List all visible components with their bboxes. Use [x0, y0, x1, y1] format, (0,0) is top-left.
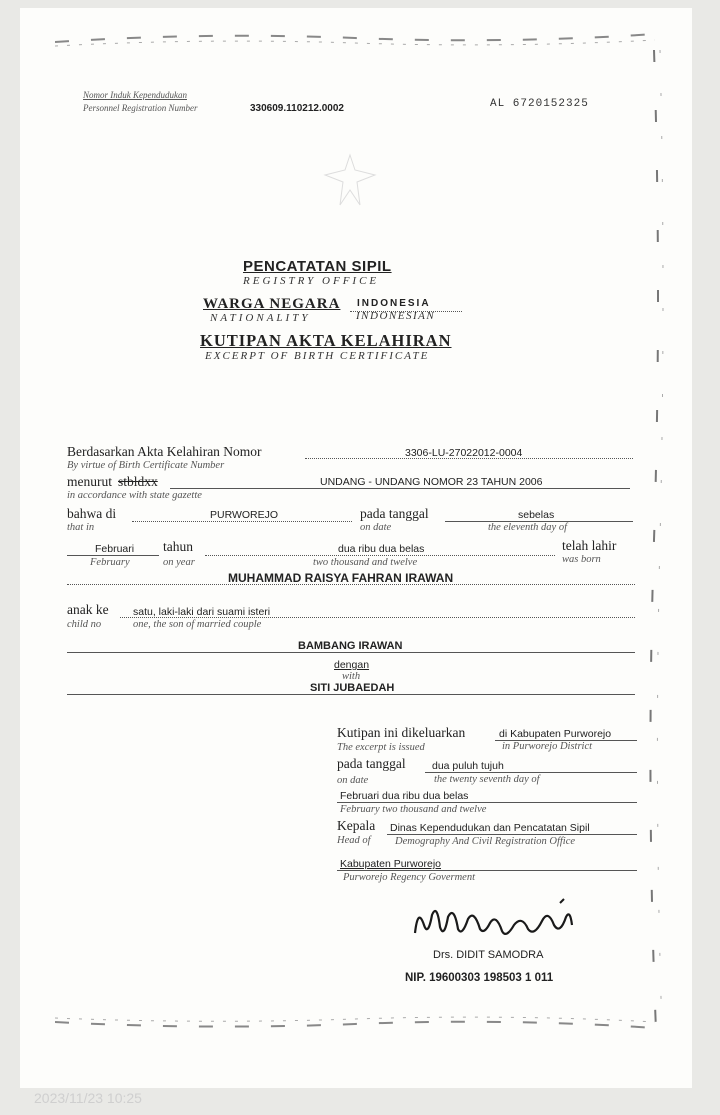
scan-timestamp: 2023/11/23 10:25	[34, 1090, 142, 1106]
issue-date-label-en: on date	[337, 775, 369, 786]
tahun-label: tahun	[163, 539, 193, 554]
issue-day-en: the twenty seventh day of	[434, 774, 540, 785]
akta-number: 3306-LU-27022012-0004	[405, 447, 523, 459]
issue-date-label: pada tanggal	[337, 756, 406, 771]
menurut-label-en: in accordance with state gazette	[67, 490, 202, 501]
nik-label-id: Nomor Induk Kependudukan	[83, 90, 187, 100]
warga-label: WARGA NEGARA	[203, 296, 341, 312]
issue-month-year: Februari dua ribu dua belas	[340, 790, 469, 802]
akta-label-en: By virtue of Birth Certificate Number	[67, 460, 225, 471]
birth-day: sebelas	[518, 509, 555, 521]
menurut-label: menurut	[67, 474, 112, 489]
signer-nip: NIP. 19600303 198503 1 011	[405, 972, 554, 984]
issue-place: di Kabupaten Purworejo	[499, 728, 612, 740]
birth-day-en: the eleventh day of	[488, 522, 568, 533]
top-border-ornament	[55, 28, 655, 50]
issue-day: dua puluh tujuh	[432, 760, 504, 772]
office-name: Dinas Kependudukan dan Pencatatan Sipil	[390, 822, 590, 834]
warga-value: INDONESIA	[357, 298, 431, 309]
issue-month-year-en: February two thousand and twelve	[340, 804, 487, 815]
garuda-emblem	[315, 150, 385, 210]
regency-name-en: Purworejo Regency Goverment	[343, 872, 475, 883]
bahwa-label: bahwa di	[67, 506, 117, 521]
kepala-label-en: Head of	[337, 835, 371, 846]
title-pencatatan: PENCATATAN SIPIL	[243, 258, 392, 275]
anak-label: anak ke	[67, 602, 109, 617]
child-name: MUHAMMAD RAISYA FAHRAN IRAWAN	[228, 571, 454, 585]
signature	[410, 895, 580, 945]
dengan-label: dengan	[334, 659, 370, 671]
title-registry: REGISTRY OFFICE	[243, 275, 380, 287]
nik-label-en: Personnel Registration Number	[83, 103, 198, 113]
lahir-label: telah lahir	[562, 538, 617, 553]
kepala-label: Kepala	[337, 818, 376, 833]
title-excerpt: EXCERPT OF BIRTH CERTIFICATE	[205, 350, 430, 362]
birth-month-en: February	[90, 557, 130, 568]
pada-label: pada tanggal	[360, 506, 429, 521]
issue-label-en: The excerpt is issued	[337, 742, 425, 753]
anak-label-en: child no	[67, 619, 102, 630]
child-order: satu, laki-laki dari suami isteri	[133, 606, 271, 618]
birth-place: PURWOREJO	[210, 509, 279, 521]
child-order-en: one, the son of married couple	[133, 619, 262, 630]
issue-place-en: in Purworejo District	[502, 741, 593, 752]
bahwa-label-en: that in	[67, 522, 95, 533]
signer-name: Drs. DIDIT SAMODRA	[433, 949, 544, 961]
issue-label: Kutipan ini dikeluarkan	[337, 725, 466, 740]
menurut-value: UNDANG - UNDANG NOMOR 23 TAHUN 2006	[320, 476, 543, 488]
father-name: BAMBANG IRAWAN	[298, 640, 403, 652]
birth-year-en: two thousand and twelve	[313, 557, 418, 568]
pada-label-en: on date	[360, 522, 392, 533]
office-name-en: Demography And Civil Registration Office	[395, 836, 576, 847]
birth-month: Februari	[95, 543, 135, 555]
title-kutipan: KUTIPAN AKTA KELAHIRAN	[200, 331, 452, 350]
lahir-label-en: was born	[562, 554, 601, 565]
mother-name: SITI JUBAEDAH	[310, 682, 395, 694]
with-label: with	[342, 671, 361, 682]
nik-value: 330609.110212.0002	[250, 103, 344, 114]
nationality-label: NATIONALITY	[210, 312, 311, 324]
tahun-label-en: on year	[163, 557, 195, 568]
right-border-ornament	[640, 50, 668, 1030]
birth-year: dua ribu dua belas	[338, 543, 425, 555]
regency-name: Kabupaten Purworejo	[340, 858, 441, 870]
nationality-value: INDONESIAN	[356, 310, 436, 322]
akta-label: Berdasarkan Akta Kelahiran Nomor	[67, 444, 262, 459]
bottom-border-ornament	[55, 1014, 655, 1036]
menurut-struck: stbldxx	[118, 474, 158, 489]
serial-number: AL 6720152325	[490, 98, 589, 110]
